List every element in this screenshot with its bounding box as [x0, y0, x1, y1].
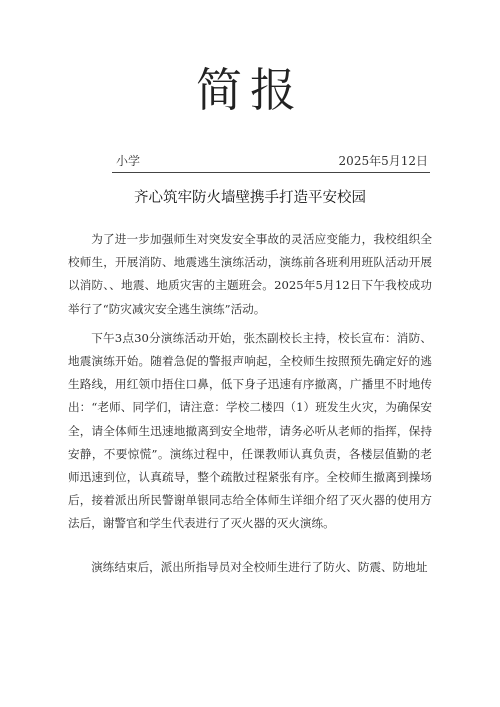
article-headline: 齐心筑牢防火墙壁携手打造平安校园: [134, 190, 366, 206]
article-paragraph: 下午3点30分演练活动开始，张杰副校长主持，校长宣布：消防、地震演练开始。随着急促的警报声响起，全校师生按照预先确定好的逃生路线，用红领巾捂住口鼻，低下身子迅速有序撤离，广播里不时地传出：“老师、同学们，请注意：学校二楼四（1）班发生火灾，为确保安全，请全体师生迅速地撤离到安全地带，请务必听从老师的指挥，保持安静，不要惊慌”。演练过程中，任课教师认真负责，各楼层值勤的老师迅速到位，认真疏导，整个疏散过程紧张有序。全校师生撤离到操场后，接着派出所民警谢单银同志给全体师生详细介绍了灭火器的使用方法后，谢警官和学生代表进行了灭火器的灭火演练。: [68, 330, 432, 531]
article-paragraph: 为了进一步加强师生对突发安全事故的灵活应变能力，我校组织全校师生，开展消防、地震逃生演练活动，演练前各班利用班队活动开展以消防、、地震、地质灾害的主题班会。2025年5月12日下午我校成功举行了“防灾减灾安全逃生演练”活动。: [68, 232, 432, 316]
bulletin-date: 2025年5月12日: [338, 154, 428, 168]
bulletin-meta-row: [112, 152, 430, 173]
article-body: [68, 228, 432, 579]
article-paragraph: 演练结束后，派出所指导员对全校师生进行了防火、防震、防地址: [91, 559, 428, 574]
organization-name: 小学: [116, 154, 141, 168]
bulletin-title: 简报: [196, 63, 304, 117]
